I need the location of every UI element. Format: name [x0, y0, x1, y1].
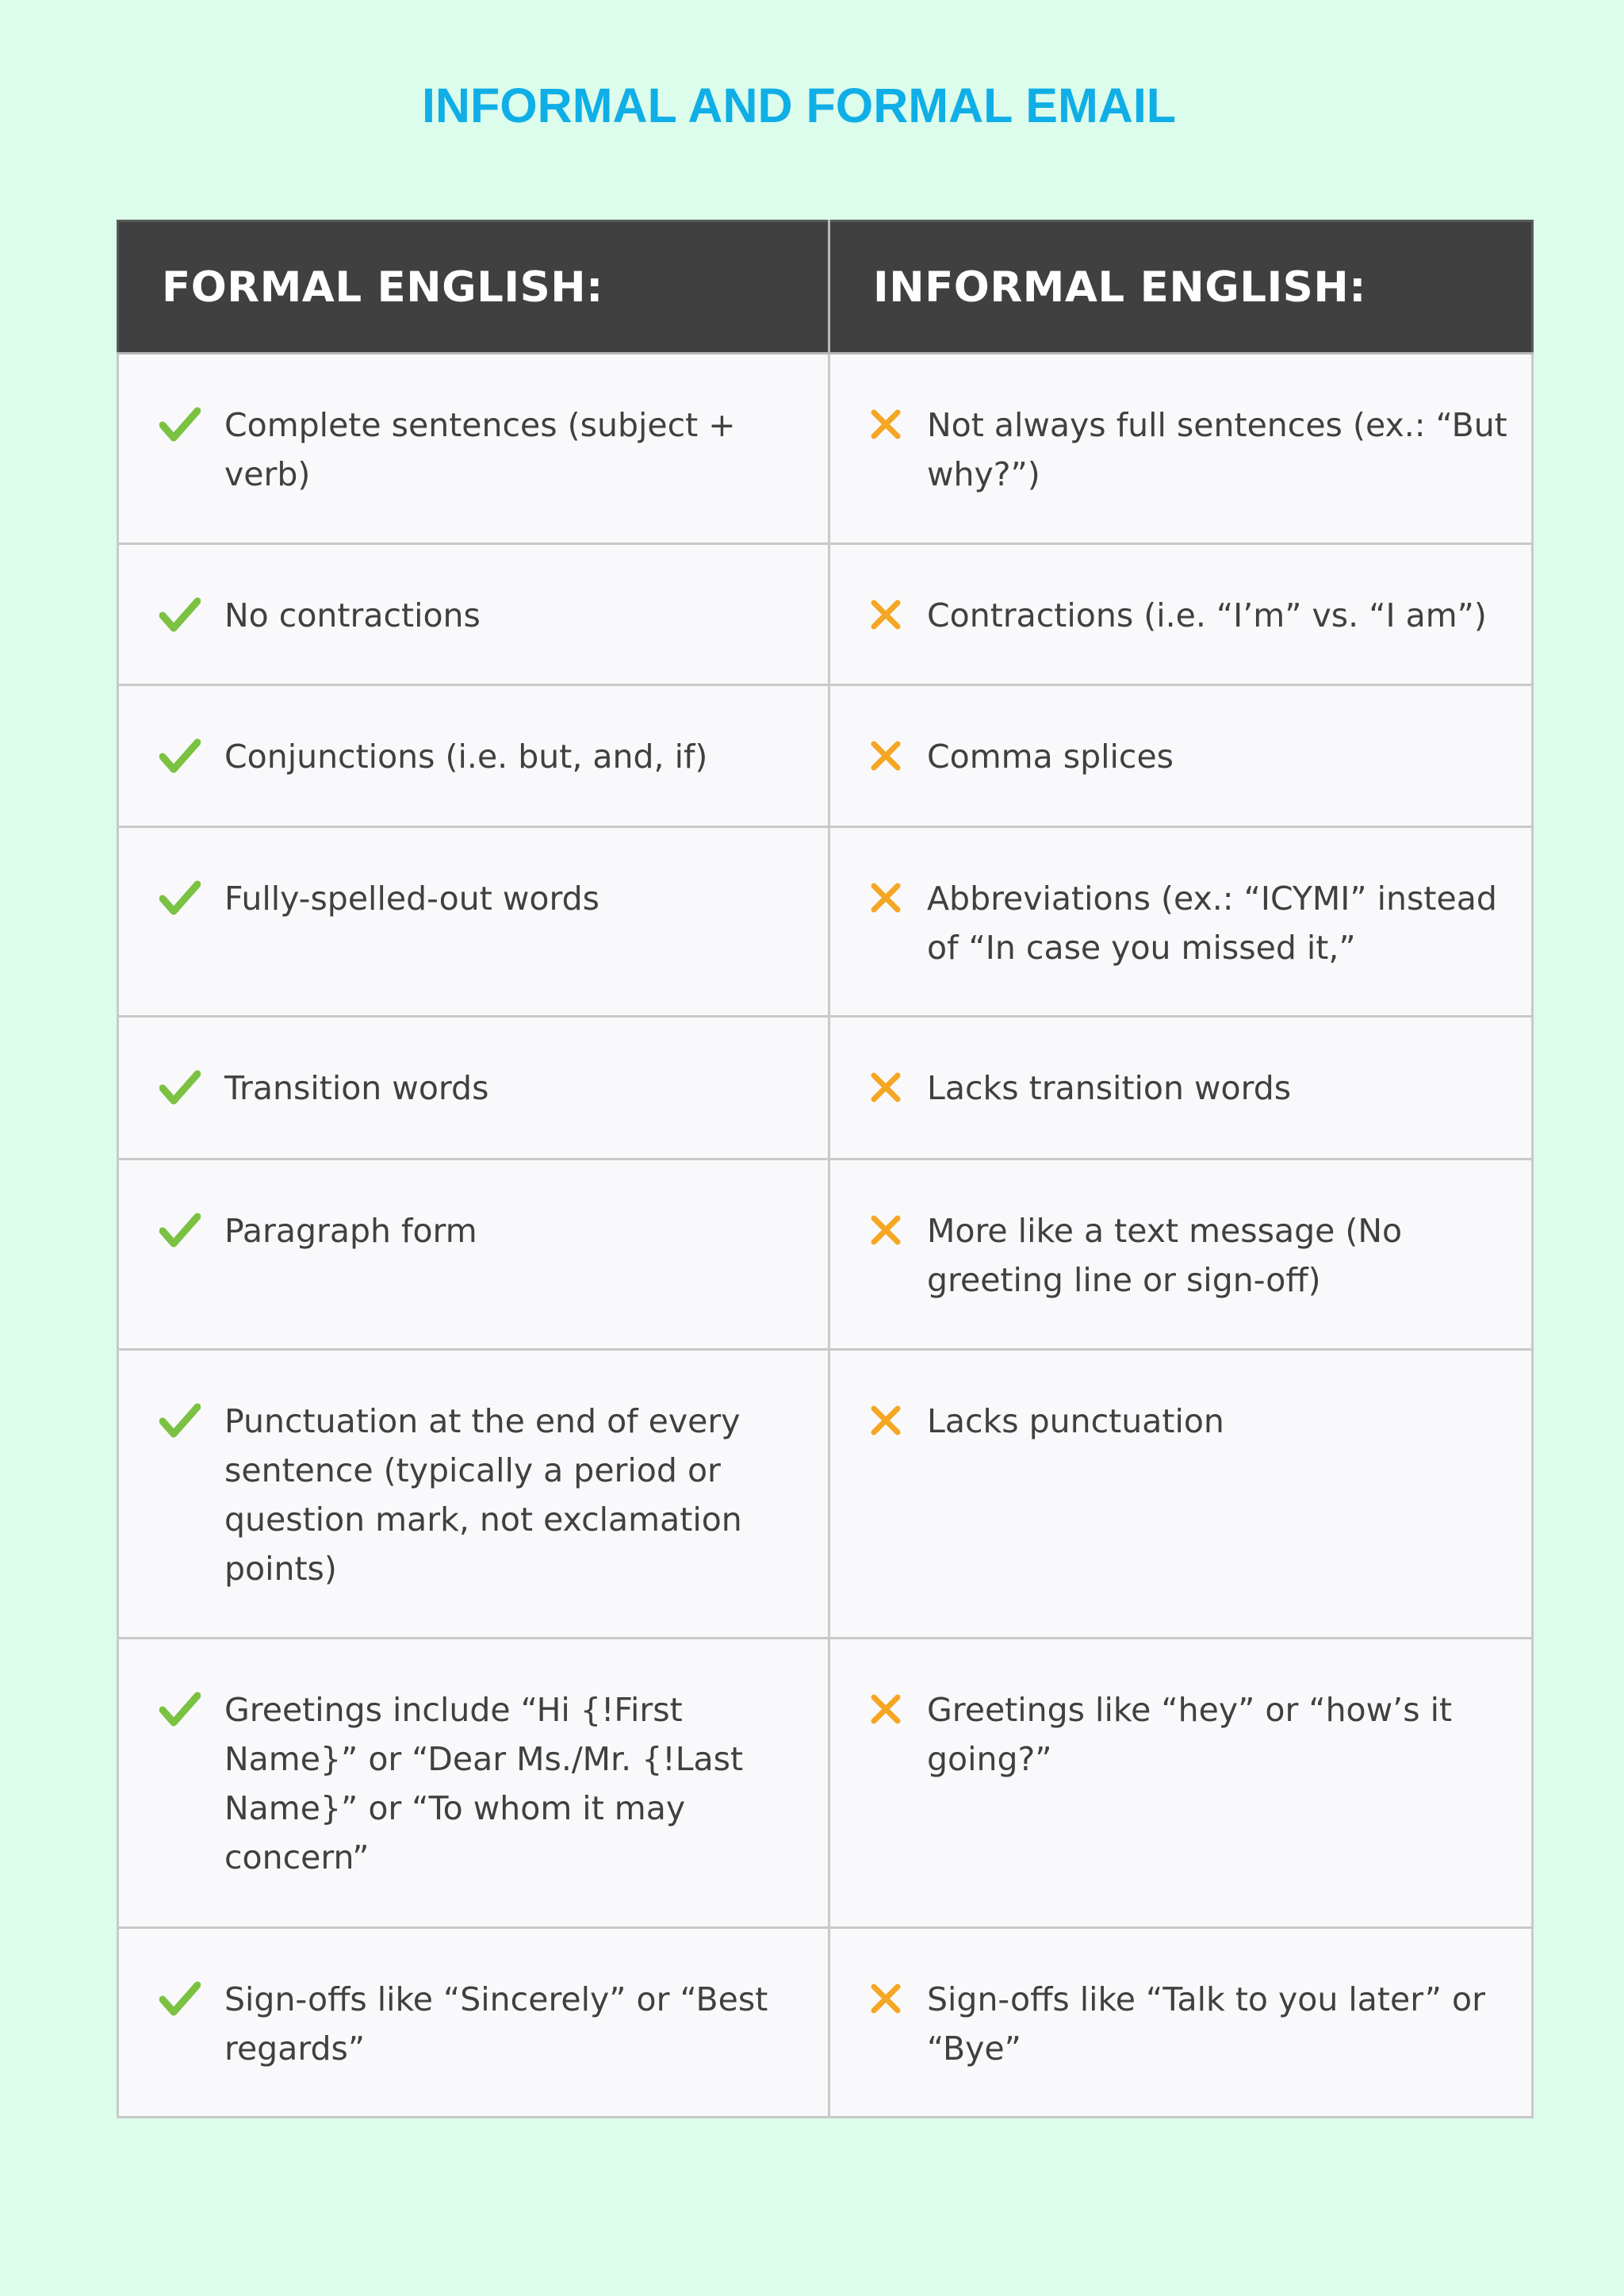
table-row [118, 1159, 1533, 1350]
formal-item-text: Sign-offs like “Sincerely” or “Best regards” [224, 1980, 768, 2068]
formal-cell [118, 1928, 829, 2118]
formal-cell [118, 354, 829, 544]
cross-icon [868, 1209, 903, 1251]
cross-icon [868, 594, 903, 635]
formal-item-text: Greetings include “Hi {!First Name}” or “Dear Ms./Mr. {!Last Name}” or “To whom it may concern” [224, 1691, 744, 1876]
comparison-table [117, 220, 1534, 2118]
cross-icon [868, 877, 903, 918]
check-icon [159, 1067, 201, 1108]
informal-item-text: Lacks transition words [927, 1069, 1292, 1107]
table-row [118, 1928, 1533, 2118]
cross-icon [868, 1688, 903, 1730]
informal-cell [829, 354, 1533, 544]
formal-cell [118, 827, 829, 1017]
table-header-row [118, 221, 1533, 354]
informal-item-text: Contractions (i.e. “I’m” vs. “I am”) [927, 596, 1487, 634]
informal-item-text: Greetings like “hey” or “how’s it going?” [927, 1691, 1453, 1778]
informal-cell [829, 1159, 1533, 1350]
informal-cell [829, 685, 1533, 827]
formal-cell [118, 544, 829, 685]
formal-english-header: FORMAL ENGLISH: [118, 221, 829, 354]
formal-item-text: Conjunctions (i.e. but, and, if) [224, 738, 708, 776]
check-icon [159, 877, 201, 918]
table-row [118, 354, 1533, 544]
check-icon [159, 1209, 201, 1251]
informal-cell [829, 1928, 1533, 2118]
informal-item-text: More like a text message (No greeting line or sign-off) [927, 1212, 1403, 1299]
informal-item-text: Not always full sentences (ex.: “But why?”) [927, 406, 1507, 493]
formal-item-text: Fully-spelled-out words [224, 880, 599, 918]
table-row [118, 1350, 1533, 1639]
informal-cell [829, 827, 1533, 1017]
informal-cell [829, 1639, 1533, 1928]
check-icon [159, 1688, 201, 1730]
cross-icon [868, 1978, 903, 2019]
informal-cell [829, 1350, 1533, 1639]
formal-cell [118, 1639, 829, 1928]
informal-cell [829, 544, 1533, 685]
formal-item-text: Punctuation at the end of every sentence (typically a period or question mark, not exclamation points) [224, 1402, 742, 1588]
formal-item-text: No contractions [224, 596, 481, 634]
formal-item-text: Complete sentences (subject + verb) [224, 406, 736, 493]
cross-icon [868, 735, 903, 776]
formal-cell [118, 1017, 829, 1159]
check-icon [159, 735, 201, 776]
check-icon [159, 1978, 201, 2019]
formal-cell [118, 685, 829, 827]
formal-item-text: Paragraph form [224, 1212, 477, 1250]
informal-item-text: Sign-offs like “Talk to you later” or “Bye” [927, 1980, 1485, 2068]
table-row [118, 1639, 1533, 1928]
informal-item-text: Comma splices [927, 738, 1174, 776]
formal-cell [118, 1350, 829, 1639]
check-icon [159, 594, 201, 635]
informal-cell [829, 1017, 1533, 1159]
table-row [118, 1017, 1533, 1159]
cross-icon [868, 1067, 903, 1108]
informal-english-header: INFORMAL ENGLISH: [829, 221, 1533, 354]
cross-icon [868, 404, 903, 445]
informal-item-text: Lacks punctuation [927, 1402, 1224, 1440]
formal-item-text: Transition words [224, 1069, 489, 1107]
formal-cell [118, 1159, 829, 1350]
table-row [118, 827, 1533, 1017]
table-row [118, 544, 1533, 685]
informal-item-text: Abbreviations (ex.: “ICYMI” instead of “In case you missed it,” [927, 880, 1497, 967]
check-icon [159, 404, 201, 445]
page-title: INFORMAL AND FORMAL EMAIL [421, 79, 1177, 132]
check-icon [159, 1400, 201, 1441]
table-row [118, 685, 1533, 827]
cross-icon [868, 1400, 903, 1441]
